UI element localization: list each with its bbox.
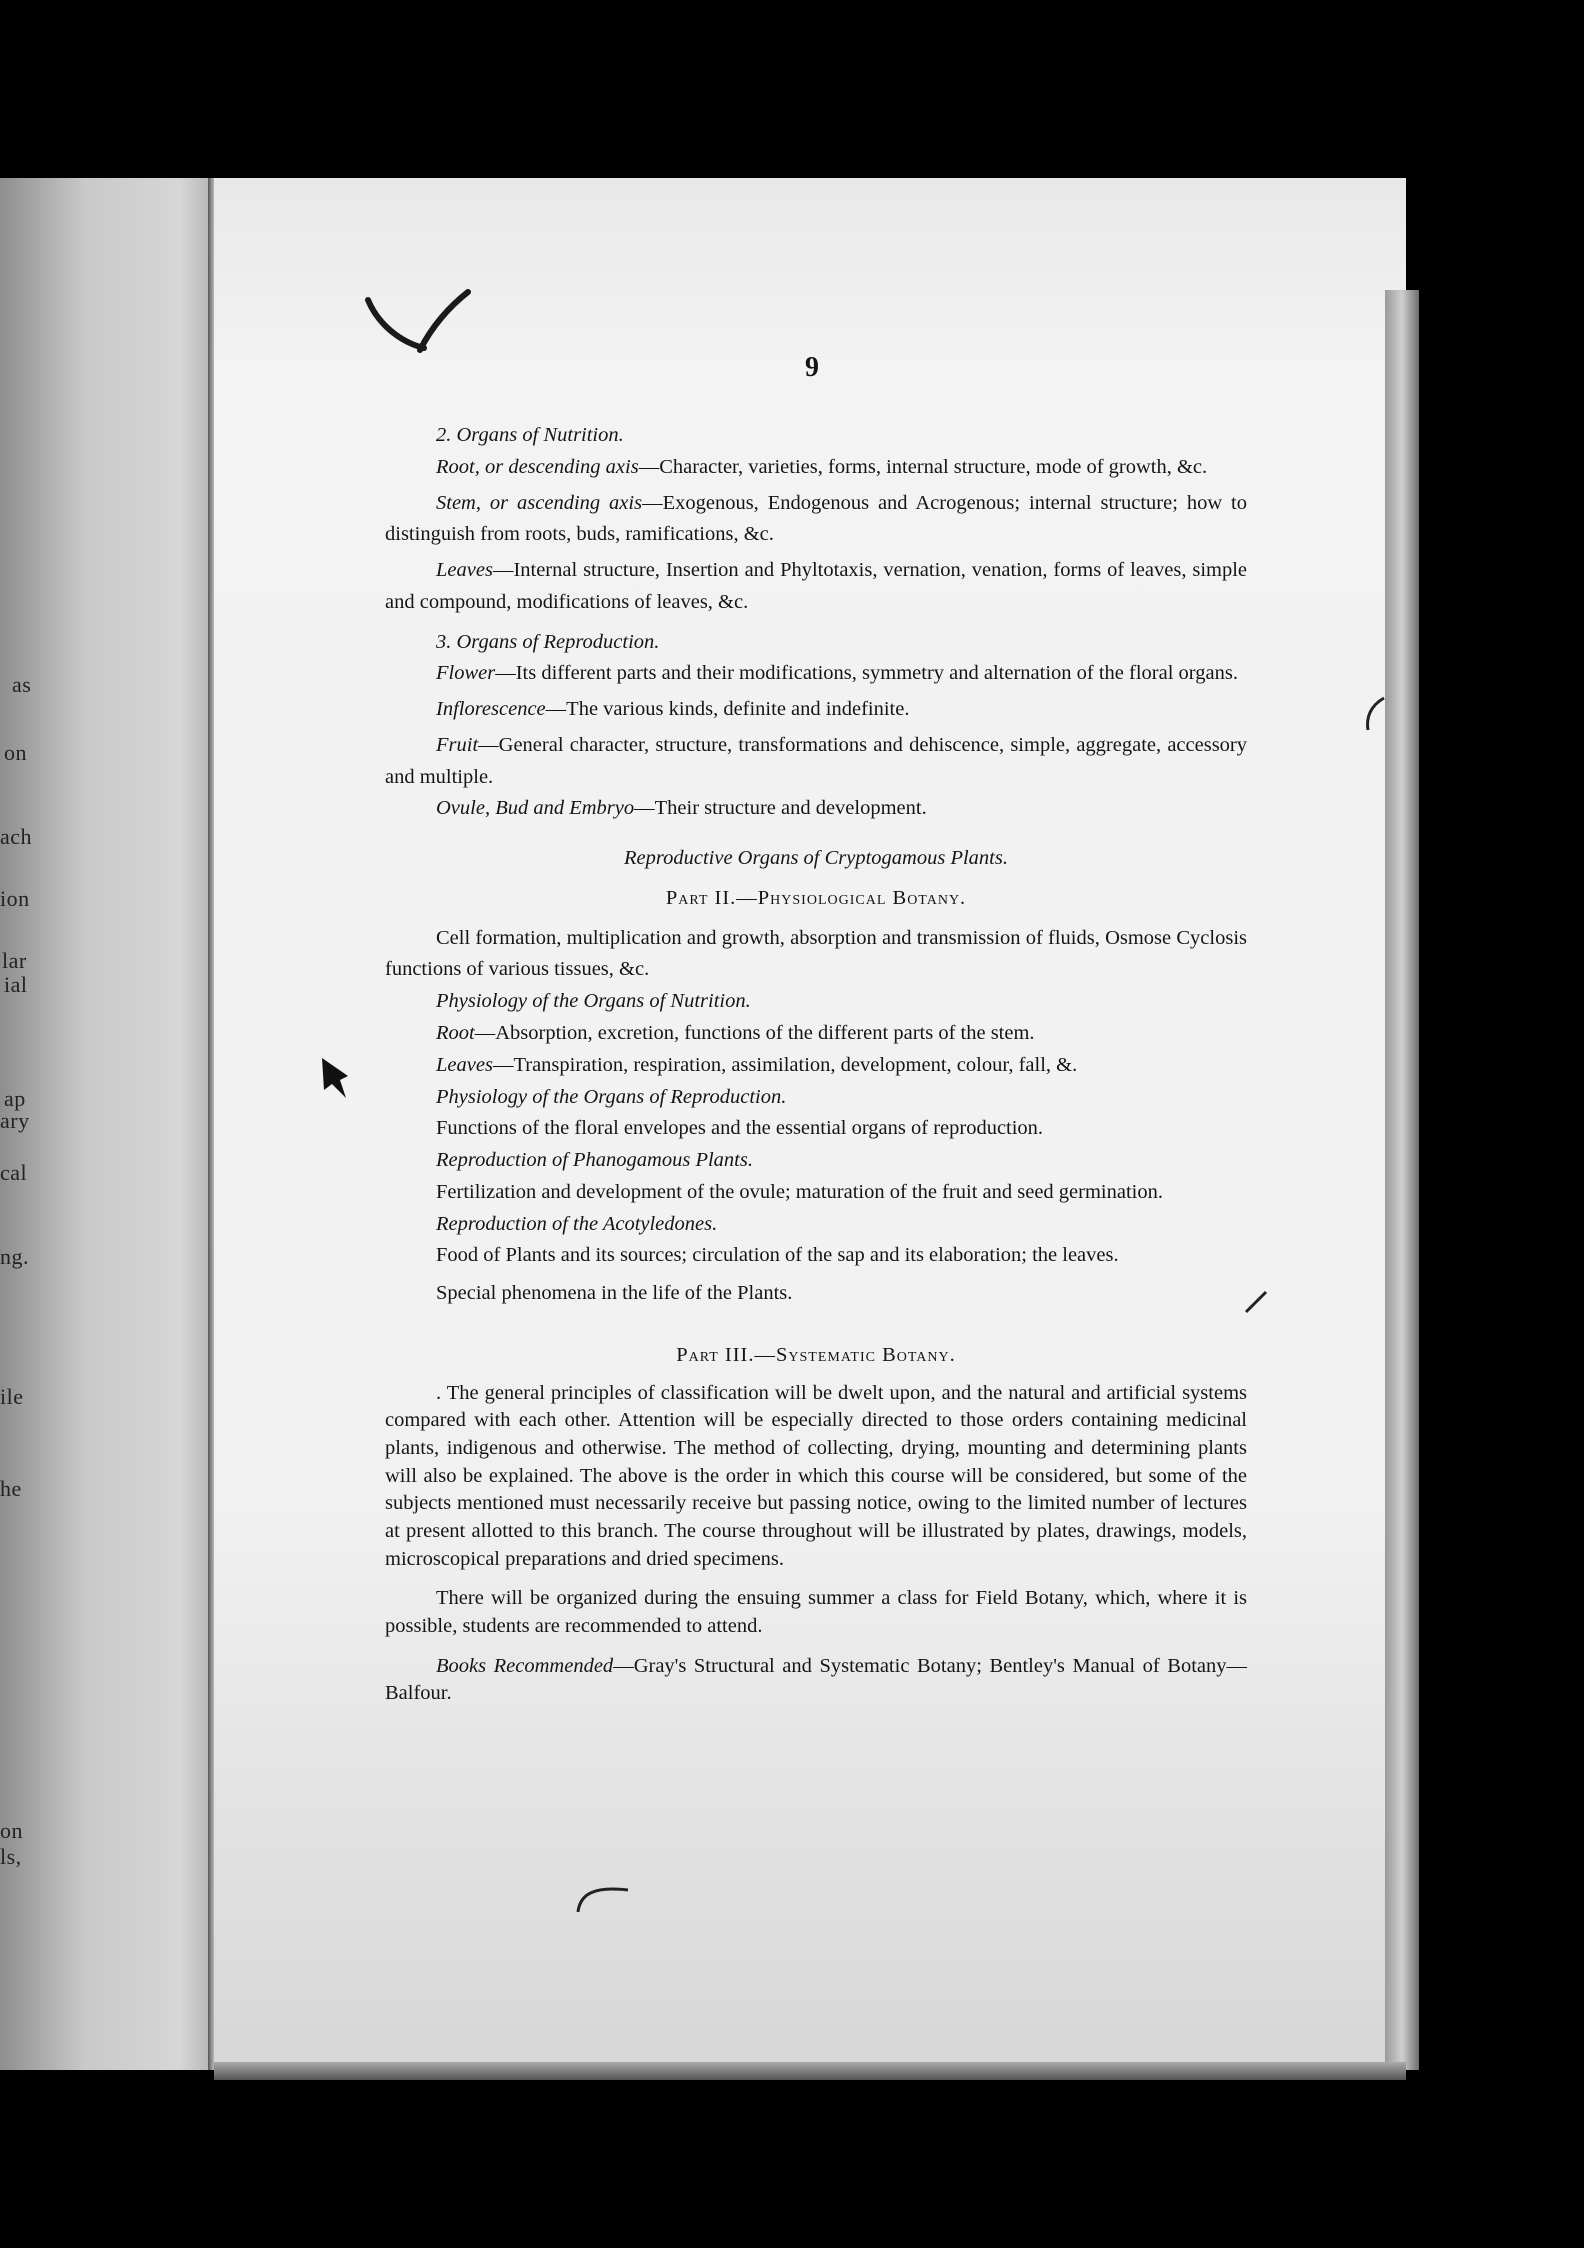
page-edge (1385, 290, 1419, 2070)
left-fragment: ap (4, 1086, 26, 1111)
paragraph-stem: Stem, or ascending axis—Exogenous, Endogenous and Acrogenous; internal structure; how to distinguish from roots, buds, ramifications, &c. (385, 491, 1247, 546)
document-body (385, 420, 1247, 1708)
left-fragment: on (4, 740, 27, 765)
paragraph-food: Food of Plants and its sources; circulation of the sap and its elaboration; the leaves. (436, 1244, 1119, 1267)
page-number: 9 (805, 352, 819, 383)
part3-heading: Part III.—Systematic Botany. (676, 1343, 956, 1366)
left-fragment: ile (0, 1384, 24, 1409)
pencil-scribble (1360, 694, 1390, 734)
paragraph-fruit: Fruit—General character, structure, transformations and dehiscence, simple, aggregate, accessory and multiple. (385, 733, 1247, 788)
paragraph-root: Root, or descending axis—Character, varieties, forms, internal structure, mode of growth, &c. (436, 455, 1208, 478)
left-fragment: ach (0, 824, 33, 849)
pen-check-mark (360, 286, 480, 366)
left-fragment: as (12, 672, 32, 697)
crypto-heading: Reproductive Organs of Cryptogamous Plants. (624, 847, 1008, 870)
left-fragment: ls, (0, 1844, 22, 1869)
heading-acotyledones: Reproduction of the Acotyledones. (436, 1212, 718, 1235)
paragraph-ovule: Ovule, Bud and Embryo—Their structure and development. (436, 797, 927, 820)
paragraph-summer: There will be organized during the ensuing summer a class for Field Botany, which, where it is possible, students are recommended to attend. (385, 1587, 1247, 1638)
left-fragment: on (0, 1818, 23, 1843)
paragraph-functions: Functions of the floral envelopes and the essential organs of reproduction. (436, 1117, 1044, 1140)
paragraph-flower: Flower—Its different parts and their modifications, symmetry and alternation of the floral organs. (436, 662, 1238, 685)
left-page (0, 178, 212, 2070)
left-fragment: he (0, 1476, 22, 1501)
ink-blot (318, 1054, 358, 1102)
paragraph-fertilization: Fertilization and development of the ovule; maturation of the fruit and seed germination. (436, 1180, 1163, 1203)
left-fragment: lar (2, 948, 27, 973)
pencil-scribble (574, 1882, 634, 1918)
paragraph-inflorescence: Inflorescence—The various kinds, definite and indefinite. (436, 698, 910, 721)
paragraph-leaves-transpiration: Leaves—Transpiration, respiration, assimilation, development, colour, fall, &. (436, 1053, 1078, 1076)
paragraph-leaves: Leaves—Internal structure, Insertion and Phyltotaxis, vernation, venation, forms of leaves, simple and compound, modifications of leaves, &c. (385, 559, 1247, 613)
left-fragment: ial (4, 972, 28, 997)
page-bottom-shadow (214, 2062, 1406, 2080)
section-heading-nutrition: 2. Organs of Nutrition. (436, 424, 624, 446)
section-heading-reproduction: 3. Organs of Reproduction. (436, 630, 660, 653)
left-fragment: ion (0, 886, 30, 911)
paragraph-cell: Cell formation, multiplication and growth, absorption and transmission of fluids, Osmose Cyclosis functions of various tissues, &c. (385, 926, 1247, 981)
left-fragment: ary (0, 1108, 30, 1133)
paragraph-special: Special phenomena in the life of the Plants. (436, 1282, 793, 1305)
left-fragment: cal (0, 1160, 28, 1185)
paragraph-root-absorption: Root—Absorption, excretion, functions of the different parts of the stem. (436, 1022, 1035, 1045)
paragraph-systematic: . The general principles of classification will be dwelt upon, and the natural and artificial systems compared with each other. Attention will be especially directed to those orders containing medicinal plants, indigenous and otherwise. The method of collecting, drying, mounting and determining plants will also be explained. The above is the order in which this course will be considered, but some of the subjects mentioned must necessarily receive but passing notice, owing to the limited number of lectures at present allotted to this branch. The course throughout will be illustrated by plates, drawings, models, microscopical preparations and dried specimens. (385, 1381, 1247, 1570)
part2-heading: Part II.—Physiological Botany. (665, 886, 967, 909)
heading-phys-reproduction: Physiology of the Organs of Reproduction. (436, 1085, 787, 1108)
left-fragment: ng. (0, 1244, 29, 1269)
heading-phys-nutrition: Physiology of the Organs of Nutrition. (436, 990, 751, 1013)
paragraph-books: Books Recommended—Gray's Structural and Systematic Botany; Bentley's Manual of Botany—Balfour. (385, 1654, 1247, 1705)
heading-phanerogamous: Reproduction of Phanogamous Plants. (436, 1149, 753, 1172)
